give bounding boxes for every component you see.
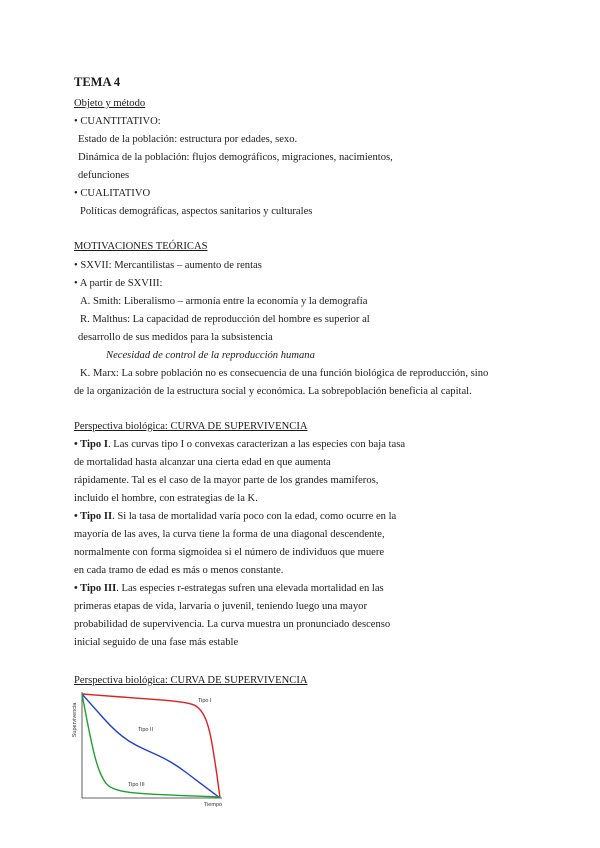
section-heading-curva: Perspectiva biológica: CURVA DE SUPERVIVENCIA [74,421,308,432]
series-label-tipo-1: Tipo I [198,698,212,704]
section-heading-motivaciones: MOTIVACIONES TEÓRICAS [74,241,208,252]
text-line: • A partir de SXVIII: [74,278,163,289]
text-span: . Las curvas tipo I o convexas caracterizan a las especies con baja tasa [107,439,406,450]
tipo-1-label: • Tipo I [74,439,108,450]
text-line: R. Malthus: La capacidad de reproducción del hombre es superior al [80,314,370,325]
survivorship-chart [70,690,230,810]
text-line: • CUALITATIVO [74,188,151,199]
tipo-2-label: • Tipo II [74,511,113,522]
paragraph-tipo-2 [74,510,396,523]
text-line: defunciones [78,170,130,181]
text-line: desarrollo de sus medidos para la subsistencia [78,332,273,343]
text-line: • CUANTITATIVO: [74,116,161,127]
y-axis-label: Supervivencia [72,702,78,738]
text-line: mayoría de las aves, la curva tiene la forma de una diagonal descendente, [74,529,385,540]
text-span: . Si la tasa de mortalidad varía poco con la edad, como ocurre en la [112,511,397,522]
text-line: Estado de la población: estructura por edades, sexo. [78,134,298,145]
x-axis-label: Tiempo [203,802,223,808]
text-line: primeras etapas de vida, larvaria o juvenil, teniendo luego una mayor [74,601,367,612]
paragraph-tipo-1 [74,438,405,451]
text-span: . Las especies r-estrategas sufren una elevada mortalidad en las [116,583,384,594]
text-line: incluido el hombre, con estrategias de la K. [74,493,258,504]
text-line: en cada tramo de edad es más o menos constante. [74,565,284,576]
text-line: inicial seguido de una fase más estable [74,637,239,648]
text-line-italic: Necesidad de control de la reproducción humana [106,350,315,361]
text-line: A. Smith: Liberalismo – armonía entre la economía y la demografía [80,296,368,307]
text-line: Políticas demográficas, aspectos sanitarios y culturales [80,206,313,217]
section-heading-curva-2: Perspectiva biológica: CURVA DE SUPERVIVENCIA [74,675,308,686]
text-line: • SXVII: Mercantilistas – aumento de rentas [74,260,262,271]
text-line: probabilidad de supervivencia. La curva muestra un pronunciado descenso [74,619,391,630]
text-line: Dinámica de la población: flujos demográficos, migraciones, nacimientos, [78,152,393,163]
document-title: TEMA 4 [74,75,121,89]
text-line: K. Marx: La sobre población no es consecuencia de una función biológica de reproducción, sino [80,368,489,379]
series-label-tipo-2: Tipo II [138,727,154,733]
text-line: rápidamente. Tal es el caso de la mayor parte de los grandes mamíferos, [74,475,379,486]
paragraph-tipo-3 [74,582,384,595]
text-line: de mortalidad hasta alcanzar una cierta edad en que aumenta [74,457,331,468]
text-line: normalmente con forma sigmoidea si el número de individuos que muere [74,547,385,558]
text-line: de la organización de la estructura social y económica. La sobrepoblación beneficia al capital. [74,386,472,397]
series-layer [82,694,220,798]
series-label-tipo-3: Tipo III [128,782,145,788]
section-heading-objeto: Objeto y método [74,98,146,109]
tipo-3-label: • Tipo III [74,583,117,594]
